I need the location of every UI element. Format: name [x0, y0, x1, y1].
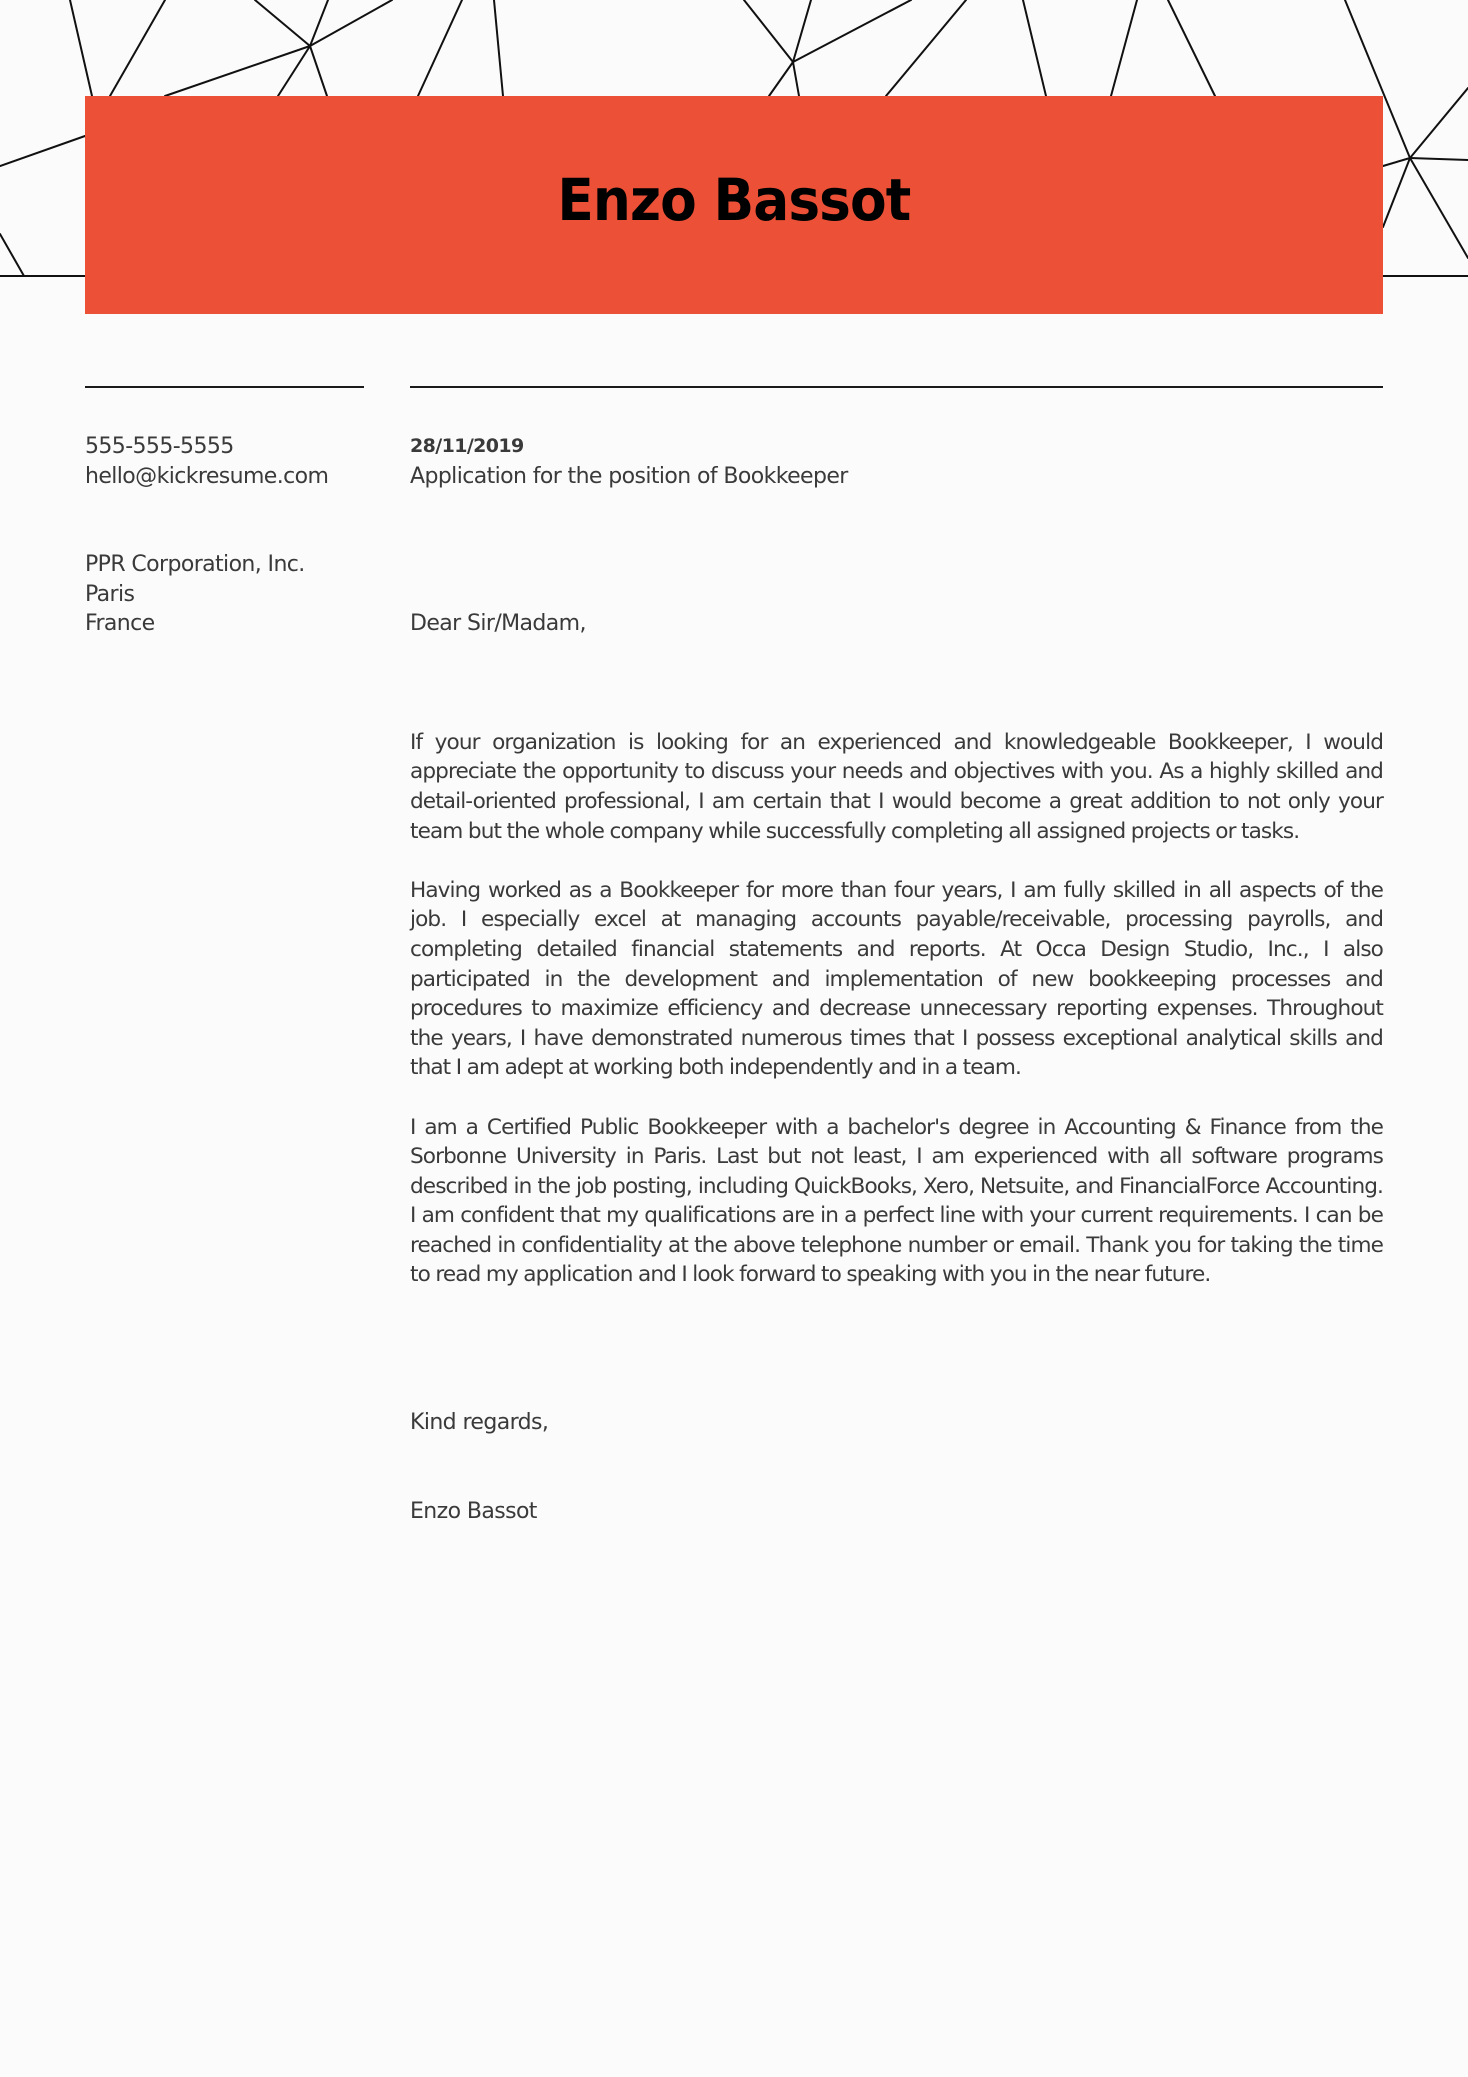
phone-number: 555-555-5555: [85, 434, 234, 459]
applicant-name-heading: Enzo Bassot: [557, 166, 911, 234]
right-column-divider: [410, 386, 1383, 388]
header-banner: [85, 96, 1383, 314]
signature-name: Enzo Bassot: [410, 1498, 537, 1524]
body-paragraph: If your organization is looking for an experienced and knowledgeable Bookkeeper, I would appreciate the opportunity to discuss your needs and objectives with you. As a highly skilled and detail-oriented professional, I am certain that I would become a great addition to not only your team but the whole company while successfully completing all assigned projects or tasks.: [410, 729, 1383, 844]
letter-body-column: [410, 432, 1383, 1526]
letter-subject: Application for the position of Bookkeeper: [410, 463, 848, 489]
email-address: hello@kickresume.com: [85, 463, 329, 489]
letter-paragraphs: [410, 728, 1383, 1290]
body-paragraph: Having worked as a Bookkeeper for more than four years, I am fully skilled in all aspects of the job. I especially excel at managing accounts payable/receivable, processing payrolls, and completing detailed financial statements and reports. At Occa Design Studio, Inc., I also participated in the development and implementation of new bookkeeping processes and procedures to maximize efficiency and decrease unnecessary reporting expenses. Throughout the years, I have demonstrated numerous times that I possess exceptional analytical skills and that I am adept at working both independently and in a team.: [410, 877, 1383, 1081]
letter-date: 28/11/2019: [410, 435, 524, 457]
recipient-company: PPR Corporation, Inc.: [85, 552, 305, 578]
recipient-country: France: [85, 611, 155, 637]
closing-phrase: Kind regards,: [410, 1410, 549, 1436]
sender-details-column: [85, 432, 385, 639]
contact-block: [85, 432, 385, 491]
recipient-city: Paris: [85, 581, 135, 607]
recipient-block: [85, 550, 385, 639]
salutation: Dear Sir/Madam,: [410, 611, 586, 637]
left-column-divider: [85, 386, 364, 388]
body-paragraph: I am a Certified Public Bookkeeper with a bachelor's degree in Accounting & Finance from the Sorbonne University in Paris. Last but not least, I am experienced with all software programs described in the job posting, including QuickBooks, Xero, Netsuite, and FinancialForce Accounting. I am confident that my qualifications are in a perfect line with your current requirements. I can be reached in confidentiality at the above telephone number or email. Thank you for taking the time to read my application and I look forward to speaking with you in the near future.: [410, 1114, 1383, 1288]
